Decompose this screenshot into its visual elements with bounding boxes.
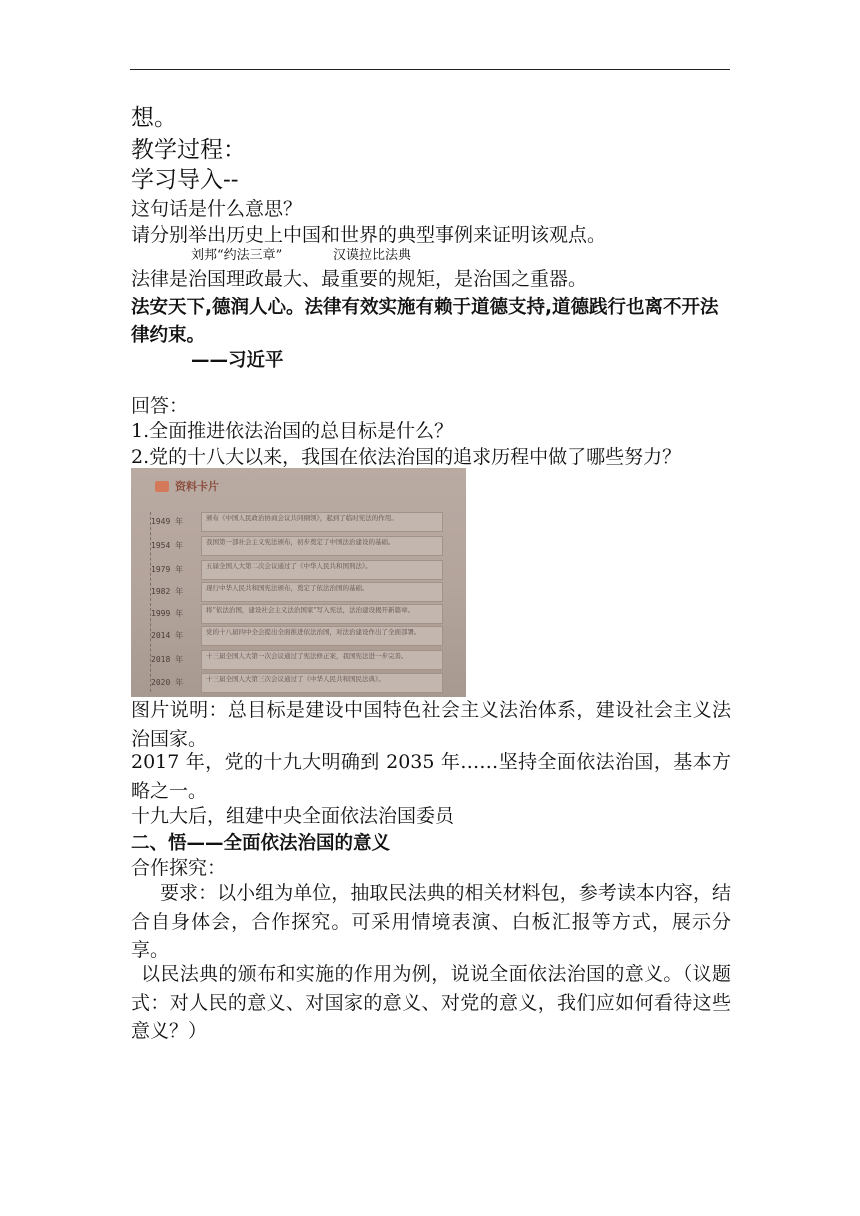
task-text: 以民法典的颁布和实施的作用为例，说说全面依法治国的意义。（议题式：对人民的意义、对国家的意义、对党的意义，我们应如何看待这些意义？）: [131, 963, 731, 1042]
caption-hammurabi: 汉谟拉比法典: [333, 248, 412, 263]
timeline-year: 2020 年: [151, 678, 184, 687]
quote-author: ——习近平: [191, 350, 284, 371]
quote-text: 法安天下,德润人心。法律有效实施有赖于道德支持,道德践行也离不开法律约束。: [131, 297, 719, 346]
header-rule: [130, 69, 730, 70]
timeline-text: 我国第一部社会主义宪法颁布，初步奠定了中国法治建设的基础。: [201, 536, 443, 556]
question-2: 2.党的十八大以来，我国在依法治国的追求历程中做了哪些努力？: [131, 446, 682, 468]
requirement-text: 要求：以小组为单位，抽取民法典的相关材料包，参考读本内容，结合自身体会，合作探究。可采用情境表演、白板汇报等方式，展示分享。: [131, 882, 731, 961]
teaching-process-heading: 教学过程：: [131, 137, 246, 163]
timeline-year: 2014 年: [151, 631, 184, 640]
timeline-year: 1954 年: [151, 541, 184, 550]
timeline-row: [131, 604, 466, 626]
section-2-heading: 二、悟——全面依法治国的意义: [131, 833, 391, 854]
timeline-year: 1979 年: [151, 565, 184, 574]
answer-label: 回答：: [131, 395, 189, 417]
timeline-text: 颁布《中国人民政治协商会议共同纲领》，起到了临时宪法的作用。: [201, 512, 443, 532]
instruction-line: 请分别举出历史上中国和世界的典型事例来证明该观点。: [131, 224, 607, 246]
data-card-title: 资料卡片: [175, 480, 219, 493]
timeline-text: 十三届全国人大第一次会议通过了宪法修正案，我国宪法进一步完善。: [201, 650, 443, 670]
timeline-year: 1999 年: [151, 609, 184, 618]
question-1: 1.全面推进依法治国的总目标是什么？: [131, 420, 454, 442]
timeline-row: [131, 536, 466, 558]
picture-note: 图片说明：总目标是建设中国特色社会主义法治体系，建设社会主义法治国家。: [131, 699, 731, 750]
timeline-text: 将“依法治国，建设社会主义法治国家”写入宪法，法治建设揭开新篇章。: [201, 604, 443, 624]
timeline-year: 1982 年: [151, 587, 184, 596]
card-icon: [155, 481, 169, 492]
lead-in-heading: 学习导入--: [131, 167, 239, 193]
timeline-text: 党的十八届四中全会提出全面推进依法治国，对法治建设作出了全面部署。: [201, 626, 443, 646]
timeline-text: 十三届全国人大第三次会议通过了《中华人民共和国民法典》。: [201, 673, 443, 693]
question-line: 这句话是什么意思？: [131, 198, 303, 220]
timeline-row: [131, 673, 466, 695]
timeline-row: [131, 626, 466, 648]
text-line: 想。: [131, 105, 177, 131]
data-card-photo: [131, 468, 466, 697]
timeline-row: [131, 650, 466, 672]
timeline-year: 2018 年: [151, 655, 184, 664]
timeline-year: 1949 年: [151, 517, 184, 526]
note-after-19th: 十九大后，组建中央全面依法治国委员: [131, 805, 455, 827]
note-2017: 2017 年，党的十九大明确到 2035 年……坚持全面依法治国，基本方略之一。: [131, 751, 731, 802]
timeline-row: [131, 512, 466, 534]
law-statement: 法律是治国理政最大、最重要的规矩，是治国之重器。: [131, 268, 588, 290]
timeline-text: 现行中华人民共和国宪法颁布，奠定了依法治国的基础。: [201, 582, 443, 602]
cooperation-label: 合作探究：: [131, 857, 227, 879]
caption-liubang: 刘邦“约法三章”: [191, 248, 283, 263]
timeline-row: [131, 582, 466, 604]
timeline-row: [131, 560, 466, 582]
timeline-text: 五届全国人大第二次会议通过了《中华人民共和国刑法》。: [201, 560, 443, 580]
